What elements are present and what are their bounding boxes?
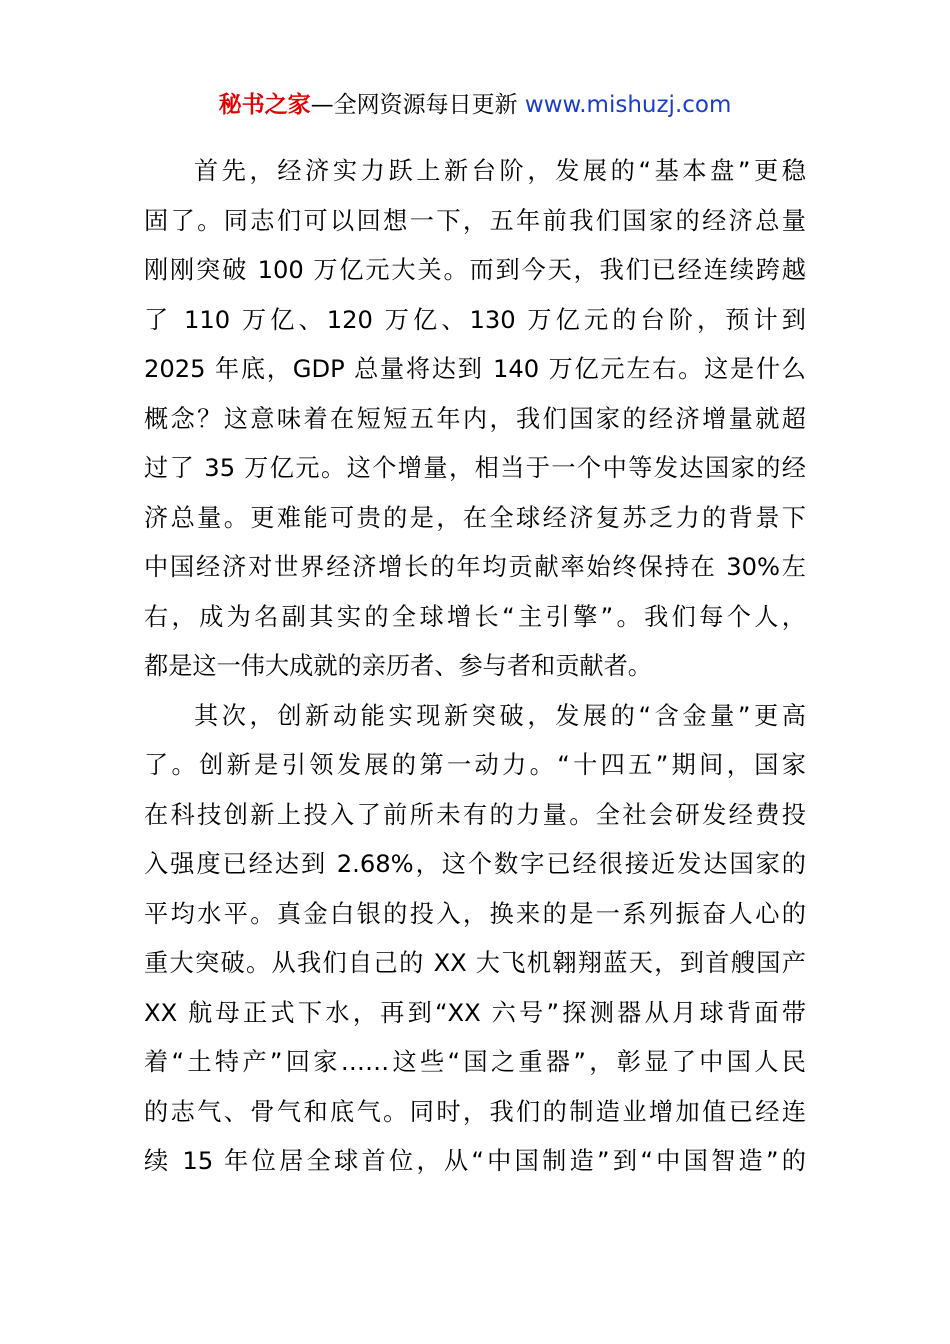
paragraph-2-line: 了。创新是引领发展的第一动力。“十四五”期间，国家 xyxy=(144,751,806,779)
paragraph-1-line: 了 110 万亿、120 万亿、130 万亿元的台阶，预计到 xyxy=(144,305,806,334)
paragraph-1-line: 固了。同志们可以回想一下，五年前我们国家的经济总量 xyxy=(144,206,806,235)
site-header xyxy=(0,89,950,121)
paragraph-1-line: 右，成为名副其实的全球增长“主引擎”。我们每个人， xyxy=(144,602,806,631)
site-url-link[interactable]: www.mishuzj.com xyxy=(524,92,732,118)
paragraph-2-line: 着“土特产”回家……这些“国之重器”，彰显了中国人民 xyxy=(144,1048,806,1076)
brand-name: 秘书之家 xyxy=(218,92,311,118)
header-tagline: —全网资源每日更新 xyxy=(310,92,525,118)
paragraph-2-line: XX 航母正式下水，再到“XX 六号”探测器从月球背面带 xyxy=(144,998,806,1027)
paragraph-2-line: 的志气、骨气和底气。同时，我们的制造业增加值已经连 xyxy=(144,1097,806,1126)
paragraph-1-line: 中国经济对世界经济增长的年均贡献率始终保持在 30%左 xyxy=(144,553,806,581)
paragraph-1-line: 首先，经济实力跃上新台阶，发展的“基本盘”更稳 xyxy=(194,157,806,185)
paragraph-1-line: 2025 年底，GDP 总量将达到 140 万亿元左右。这是什么 xyxy=(144,355,806,383)
paragraph-2-line: 续 15 年位居全球首位，从“中国制造”到“中国智造”的 xyxy=(144,1147,806,1175)
paragraph-1-line: 济总量。更难能可贵的是，在全球经济复苏乏力的背景下 xyxy=(144,503,806,532)
paragraph-2-line: 入强度已经达到 2.68%，这个数字已经很接近发达国家的 xyxy=(144,850,806,878)
paragraph-2-line: 在科技创新上投入了前所未有的力量。全社会研发经费投 xyxy=(144,800,806,829)
paragraph-1-line: 都是这一伟大成就的亲历者、参与者和贡献者。 xyxy=(144,652,652,680)
paragraph-1-line: 过了 35 万亿元。这个增量，相当于一个中等发达国家的经 xyxy=(144,454,806,482)
paragraph-1-line: 概念？这意味着在短短五年内，我们国家的经济增量就超 xyxy=(144,404,806,433)
document-body xyxy=(144,147,806,1187)
paragraph-2-line: 其次，创新动能实现新突破，发展的“含金量”更高 xyxy=(194,701,806,730)
paragraph-2-line: 平均水平。真金白银的投入，换来的是一系列振奋人心的 xyxy=(144,899,806,928)
paragraph-1-line: 刚刚突破 100 万亿元大关。而到今天，我们已经连续跨越 xyxy=(144,256,806,284)
paragraph-2-line: 重大突破。从我们自己的 XX 大飞机翱翔蓝天，到首艘国产 xyxy=(144,949,806,977)
